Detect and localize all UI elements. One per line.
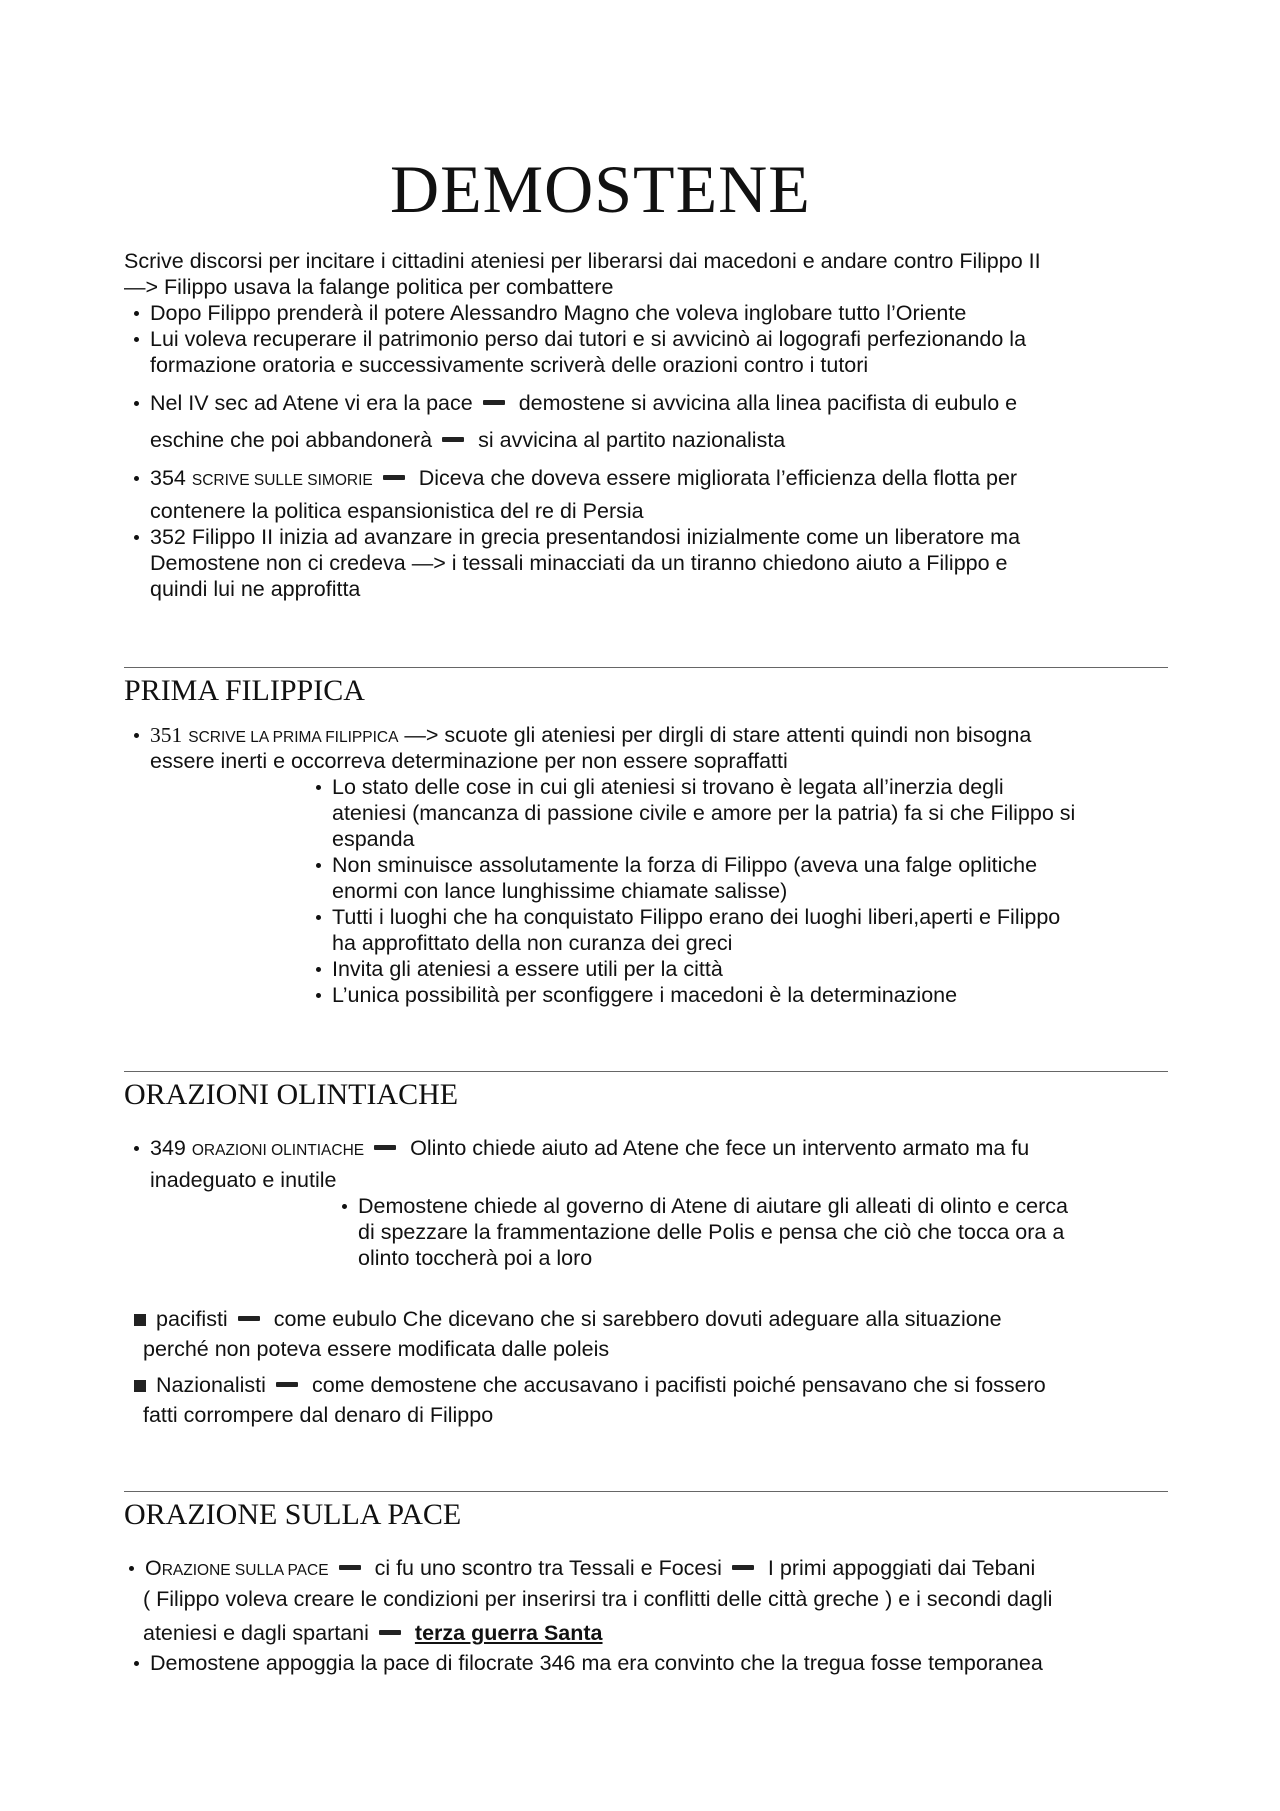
bullet-item-cont: contenere la politica espansionistica del re di Persia xyxy=(150,499,644,523)
square-bullet-item-cont: fatti corrompere dal denaro di Filippo xyxy=(143,1403,494,1427)
bullet-item: Dopo Filippo prenderà il potere Alessandro Magno che voleva inglobare tutto l’Oriente xyxy=(150,301,967,325)
dash-icon xyxy=(483,400,505,405)
sub-bullet-item: L’unica possibilità per sconfiggere i macedoni è la determinazione xyxy=(332,983,958,1007)
bullet-item: 349 ORAZIONI OLINTIACHE Olinto chiede aiuto ad Atene che fece un intervento armato ma fu xyxy=(150,1135,1029,1164)
sub-bullet-item: Invita gli ateniesi a essere utili per la città xyxy=(332,957,723,981)
bullet-item: 352 Filippo II inizia ad avanzare in grecia presentandosi inizialmente come un liberatore ma xyxy=(150,525,1021,549)
sub-bullet-item: Lo stato delle cose in cui gli ateniesi si trovano è legata all’inerzia degli xyxy=(332,775,1004,799)
dash-icon xyxy=(379,1630,401,1635)
bullet-item-cont: formazione oratoria e successivamente scriverà delle orazioni contro i tutori xyxy=(150,353,869,377)
section-heading: PRIMA FILIPPICA xyxy=(124,674,365,707)
bullet-item-cont: Demostene non ci credeva —> i tessali minacciati da un tiranno chiedono aiuto a Filippo e xyxy=(150,551,1008,575)
bullet-item: Demostene appoggia la pace di filocrate 346 ma era convinto che la tregua fosse temporanea xyxy=(150,1651,1043,1675)
sub-bullet-item-cont: olinto toccherà poi a loro xyxy=(358,1246,593,1270)
sub-bullet-item-cont: di spezzare la frammentazione delle Polis e pensa che ciò che tocca ora a xyxy=(358,1220,1065,1244)
sub-bullet-item-cont: espanda xyxy=(332,827,415,851)
dash-icon xyxy=(276,1382,298,1387)
square-bullet-icon xyxy=(134,1380,146,1392)
bullet-item-cont: inadeguato e inutile xyxy=(150,1168,337,1192)
square-bullet-icon xyxy=(134,1314,146,1326)
bullet-item-cont: quindi lui ne approfitta xyxy=(150,577,361,601)
dash-icon xyxy=(732,1565,754,1570)
square-bullet-item: Nazionalisti come demostene che accusavano i pacifisti poiché pensavano che si fossero xyxy=(156,1372,1046,1398)
bullet-item: Nel IV sec ad Atene vi era la pace demostene si avvicina alla linea pacifista di eubulo e xyxy=(150,391,1018,415)
bullet-item-cont: essere inerti e occorreva determinazione per non essere sopraffatti xyxy=(150,749,788,773)
section-heading: ORAZIONE SULLA PACE xyxy=(124,1498,462,1531)
dash-icon xyxy=(442,437,464,442)
bullet-item-cont: ateniesi e dagli spartani terza guerra Santa xyxy=(143,1621,603,1645)
dash-icon xyxy=(374,1145,396,1150)
intro-line: —> Filippo usava la falange politica per combattere xyxy=(124,275,614,299)
dash-icon xyxy=(238,1316,260,1321)
sub-bullet-item-cont: ateniesi (mancanza di passione civile e amore per la patria) fa si che Filippo si xyxy=(332,801,1076,825)
bullet-item: Lui voleva recuperare il patrimonio perso dai tutori e si avvicinò ai logografi perfezionando la xyxy=(150,327,1027,351)
section-divider xyxy=(124,1071,1168,1072)
section-heading: ORAZIONI OLINTIACHE xyxy=(124,1078,459,1111)
sub-bullet-item-cont: enormi con lance lunghissime chiamate salisse) xyxy=(332,879,788,903)
intro-line: Scrive discorsi per incitare i cittadini ateniesi per liberarsi dai macedoni e andare contro Filippo II xyxy=(124,249,1041,273)
bullet-item-cont: ( Filippo voleva creare le condizioni per inserirsi tra i conflitti delle città greche ) e i secondi dagli xyxy=(143,1587,1053,1611)
section-divider xyxy=(124,667,1168,668)
sub-bullet-item: Demostene chiede al governo di Atene di aiutare gli alleati di olinto e cerca xyxy=(358,1194,1068,1218)
sub-bullet-item: Non sminuisce assolutamente la forza di Filippo (aveva una falge oplitiche xyxy=(332,853,1038,877)
sub-bullet-item: Tutti i luoghi che ha conquistato Filippo erano dei luoghi liberi,aperti e Filippo xyxy=(332,905,1061,929)
bullet-item: 354 SCRIVE SULLE SIMORIE Diceva che doveva essere migliorata l’efficienza della flotta per xyxy=(150,465,1017,494)
bullet-item: ORAZIONE SULLA PACE ci fu uno scontro tra Tessali e Focesi I primi appoggiati dai Tebani xyxy=(145,1555,1035,1584)
sub-bullet-item-cont: ha approfittato della non curanza dei greci xyxy=(332,931,733,955)
bullet-item-cont: eschine che poi abbandonerà si avvicina al partito nazionalista xyxy=(150,428,786,452)
section-divider xyxy=(124,1491,1168,1492)
bullet-item: 351 SCRIVE LA PRIMA FILIPPICA —> scuote gli ateniesi per dirgli di stare attenti quindi non bisogna xyxy=(150,722,1031,751)
page-title: DEMOSTENE xyxy=(390,151,811,227)
dash-icon xyxy=(339,1565,361,1570)
dash-icon xyxy=(383,475,405,480)
square-bullet-item-cont: perché non poteva essere modificata dalle poleis xyxy=(143,1337,610,1361)
square-bullet-item: pacifisti come eubulo Che dicevano che si sarebbero dovuti adeguare alla situazione xyxy=(156,1306,1002,1332)
emphasis-term: terza guerra Santa xyxy=(414,1621,603,1645)
